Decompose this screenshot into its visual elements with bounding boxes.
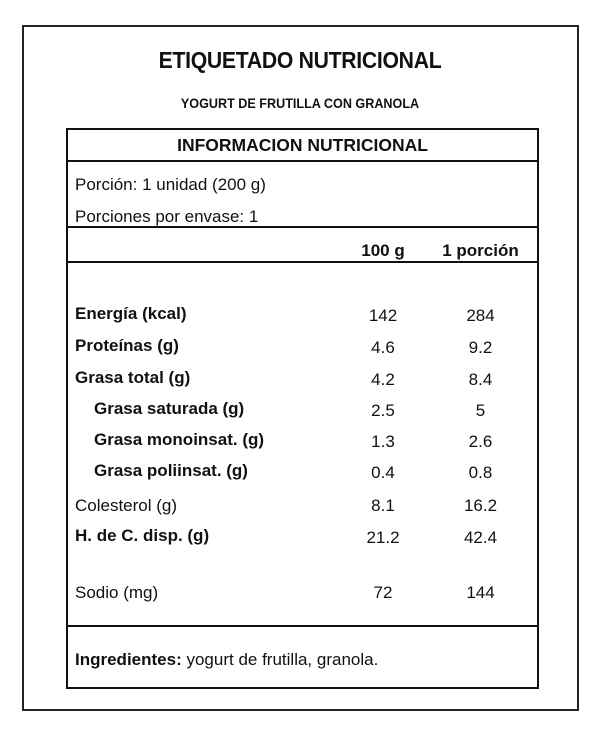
page-title: ETIQUETADO NUTRICIONAL bbox=[158, 47, 442, 73]
row-value-100g: 21.2 bbox=[366, 528, 400, 547]
row-label: Grasa poliinsat. (g) bbox=[94, 461, 248, 480]
row-value-portion: 284 bbox=[466, 306, 495, 325]
row-value-portion: 144 bbox=[466, 583, 495, 602]
row-label: H. de C. disp. (g) bbox=[75, 526, 210, 545]
row-label: Colesterol (g) bbox=[75, 496, 178, 515]
row-value-portion: 42.4 bbox=[463, 528, 498, 547]
row-value-100g: 4.6 bbox=[371, 338, 395, 357]
row-value-portion: 16.2 bbox=[463, 496, 498, 515]
row-value-portion: 8.4 bbox=[468, 370, 493, 389]
row-label: Grasa monoinsat. (g) bbox=[94, 430, 265, 449]
divider bbox=[68, 226, 537, 228]
row-value-100g: 1.3 bbox=[371, 432, 395, 451]
row-label: Energía (kcal) bbox=[75, 304, 187, 323]
divider bbox=[68, 261, 537, 263]
row-label: Sodio (mg) bbox=[75, 583, 159, 602]
column-header-100g: 100 g bbox=[361, 241, 405, 260]
row-value-100g: 142 bbox=[368, 306, 398, 325]
product-name: YOGURT DE FRUTILLA CON GRANOLA bbox=[180, 95, 420, 111]
divider bbox=[68, 625, 537, 627]
row-label: Proteínas (g) bbox=[75, 336, 179, 355]
ingredients-text: yogurt de frutilla, granola. bbox=[181, 650, 379, 669]
row-value-100g: 2.5 bbox=[371, 401, 395, 420]
row-value-portion: 5 bbox=[475, 401, 486, 420]
portions-per-pack: Porciones por envase: 1 bbox=[75, 207, 259, 226]
row-value-portion: 9.2 bbox=[468, 338, 493, 357]
row-label: Grasa total (g) bbox=[75, 368, 191, 387]
ingredients bbox=[75, 650, 378, 670]
ingredients-label: Ingredientes: bbox=[75, 650, 182, 669]
row-label: Grasa saturada (g) bbox=[94, 399, 245, 418]
row-value-100g: 0.4 bbox=[371, 463, 395, 482]
row-value-100g: 4.2 bbox=[371, 370, 395, 389]
nutrition-table bbox=[66, 128, 539, 689]
portion-size: Porción: 1 unidad (200 g) bbox=[75, 175, 266, 194]
row-value-100g: 72 bbox=[373, 583, 393, 602]
row-value-portion: 2.6 bbox=[468, 432, 493, 451]
column-header-portion: 1 porción bbox=[442, 241, 519, 260]
row-value-portion: 0.8 bbox=[468, 463, 493, 482]
row-value-100g: 8.1 bbox=[371, 496, 395, 515]
divider bbox=[68, 160, 537, 162]
table-heading: INFORMACION NUTRICIONAL bbox=[177, 135, 428, 155]
